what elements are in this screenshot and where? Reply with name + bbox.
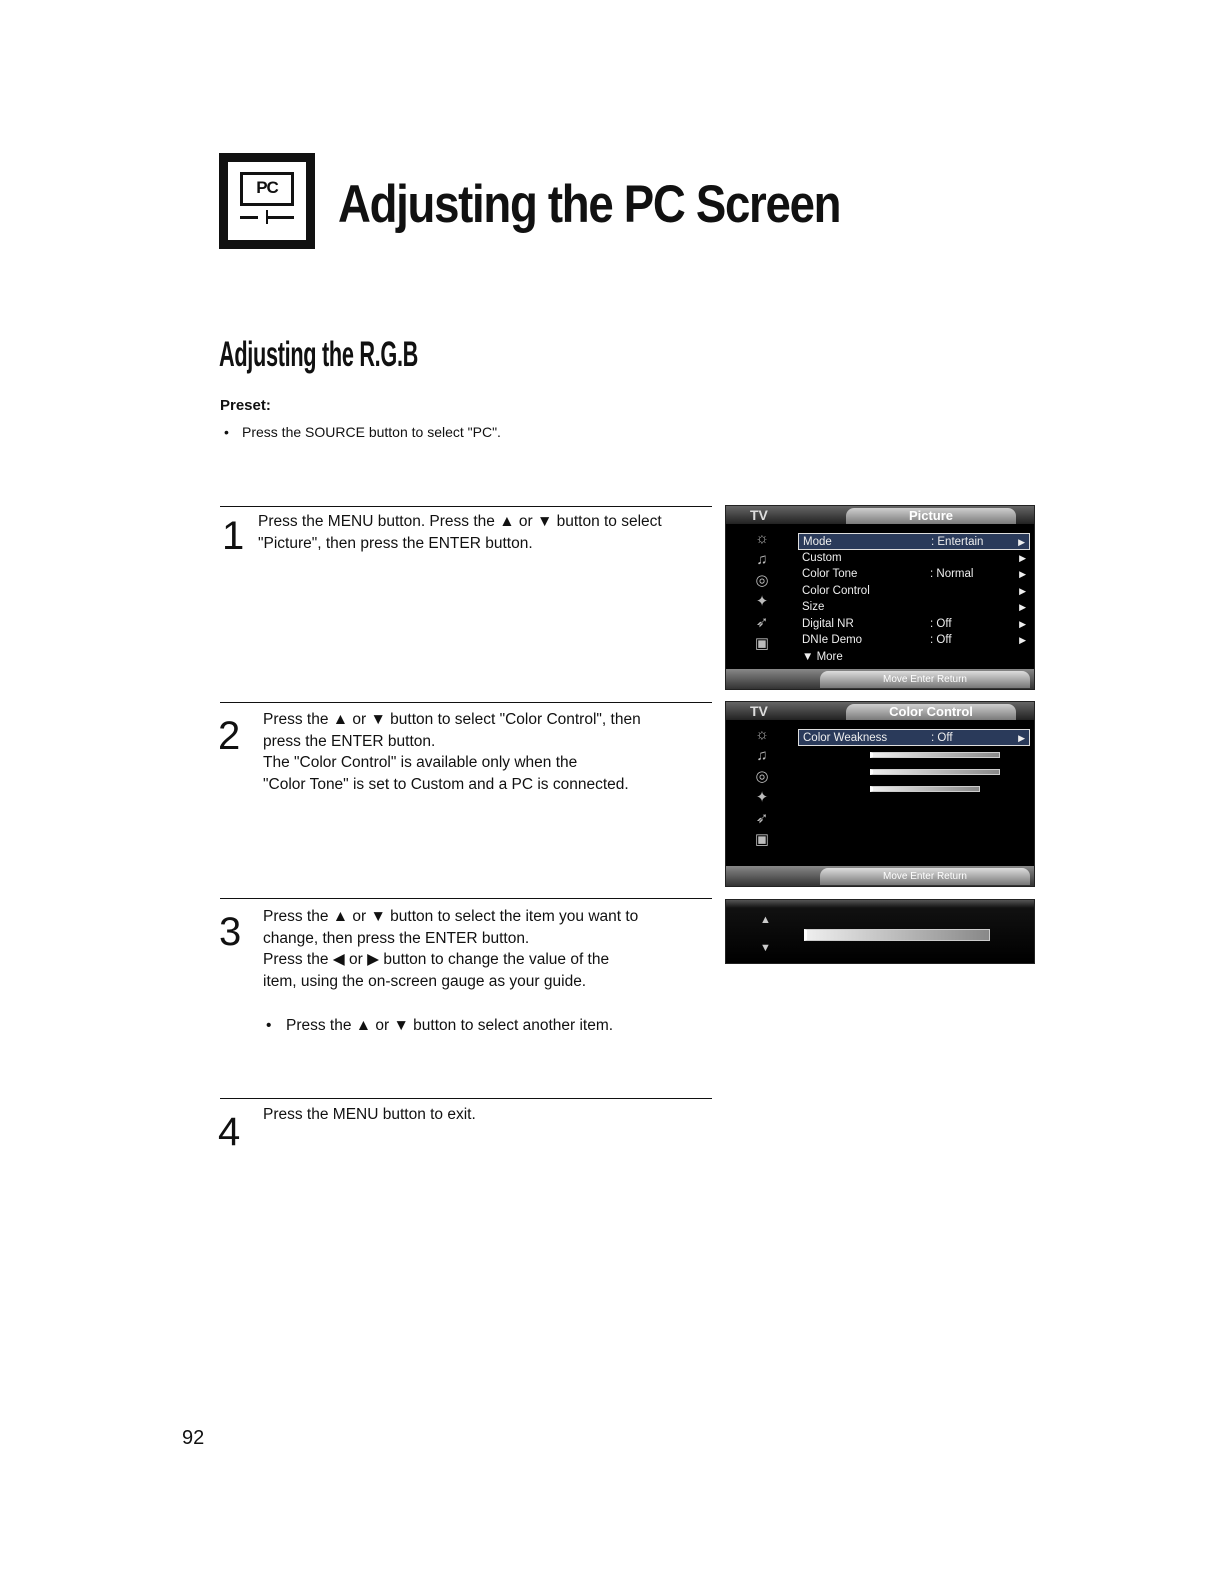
channel-icon: ◎	[755, 572, 769, 589]
menu-category-icons	[744, 724, 780, 850]
step-divider	[220, 1098, 712, 1099]
menu-footer-hints: Move Enter Return	[820, 868, 1030, 885]
step-divider	[220, 898, 712, 899]
color-control-tab: Color Control	[846, 704, 1016, 720]
menu-item-dnie-demo[interactable]: DNIe Demo : Off ▶	[802, 634, 1026, 646]
step-1-text: Press the MENU button. Press the ▲ or ▼ button to select "Picture", then press the ENTER button.	[258, 513, 662, 552]
page-number: 92	[182, 1427, 205, 1449]
tv-label: TV	[750, 703, 768, 719]
tv-label: TV	[750, 507, 768, 523]
step-number: 2	[218, 714, 241, 758]
red-gauge[interactable]	[870, 752, 1000, 758]
menu-footer-hints: Move Enter Return	[820, 671, 1030, 688]
picture-menu-screen	[725, 505, 1035, 690]
menu-item-mode[interactable]: Mode : Entertain ▶	[798, 533, 1030, 550]
step-number: 3	[219, 910, 242, 954]
input-icon: ➶	[755, 614, 769, 631]
step-4-text: Press the MENU button to exit.	[263, 1106, 476, 1123]
step-divider	[220, 506, 712, 507]
menu-item-size[interactable]: Size ▶	[802, 601, 1026, 613]
preset-label: Preset:	[220, 397, 271, 414]
pc-screen-icon: PC	[219, 153, 315, 249]
menu-item-digital-nr[interactable]: Digital NR : Off ▶	[802, 617, 1026, 630]
step-divider	[220, 702, 712, 703]
menu-item-custom[interactable]: Custom ▶	[802, 551, 1026, 564]
preset-bullet: • Press the SOURCE button to select "PC".	[224, 424, 501, 440]
menu-item-color-control[interactable]: Color Control ▶	[802, 584, 1026, 597]
adjust-gauge[interactable]	[804, 929, 990, 941]
step-3-text: Press the ▲ or ▼ button to select the item you want to change, then press the ENTER button. Press the ◀ or ▶ button to change the value of the item, using the on-screen gauge as your guide.	[263, 908, 639, 990]
channel-icon: ◎	[755, 768, 769, 785]
picture-icon: ☼	[755, 530, 769, 547]
green-gauge[interactable]	[870, 769, 1000, 775]
menu-item-more[interactable]: ▼ More	[802, 650, 843, 663]
color-control-menu	[798, 729, 1030, 746]
section-title: Adjusting the R.G.B	[219, 335, 419, 374]
picture-tab: Picture	[846, 508, 1016, 524]
menu-category-icons	[744, 528, 780, 654]
step-number: 4	[218, 1110, 241, 1154]
blue-gauge[interactable]	[870, 786, 980, 792]
input-icon: ➶	[755, 810, 769, 827]
up-arrow-icon: ▲	[760, 914, 771, 926]
menu-item-color-tone[interactable]: Color Tone : Normal ▶	[802, 568, 1026, 580]
down-arrow-icon: ▼	[760, 942, 771, 954]
menu-item-color-weakness[interactable]: Color Weakness : Off ▶	[798, 729, 1030, 746]
sound-icon: ♫	[756, 551, 768, 568]
picture-menu-list	[798, 533, 1030, 665]
picture-icon: ☼	[755, 726, 769, 743]
page-title: Adjusting the PC Screen	[338, 175, 841, 234]
step-2-text: Press the ▲ or ▼ button to select "Color Control", then press the ENTER button. The "Color Control" is available only when the "Color Tone" is set to Custom and a PC is connected.	[263, 711, 641, 793]
tv-icon: ▣	[754, 831, 770, 848]
color-control-screen	[725, 701, 1035, 887]
gauge-adjust-screen	[725, 899, 1035, 964]
tv-icon: ▣	[754, 635, 770, 652]
setup-icon: ✦	[755, 789, 769, 806]
setup-icon: ✦	[755, 593, 769, 610]
sound-icon: ♫	[756, 747, 768, 764]
step-3-bullet: • Press the ▲ or ▼ button to select another item.	[266, 1017, 614, 1034]
step-number: 1	[222, 514, 245, 558]
